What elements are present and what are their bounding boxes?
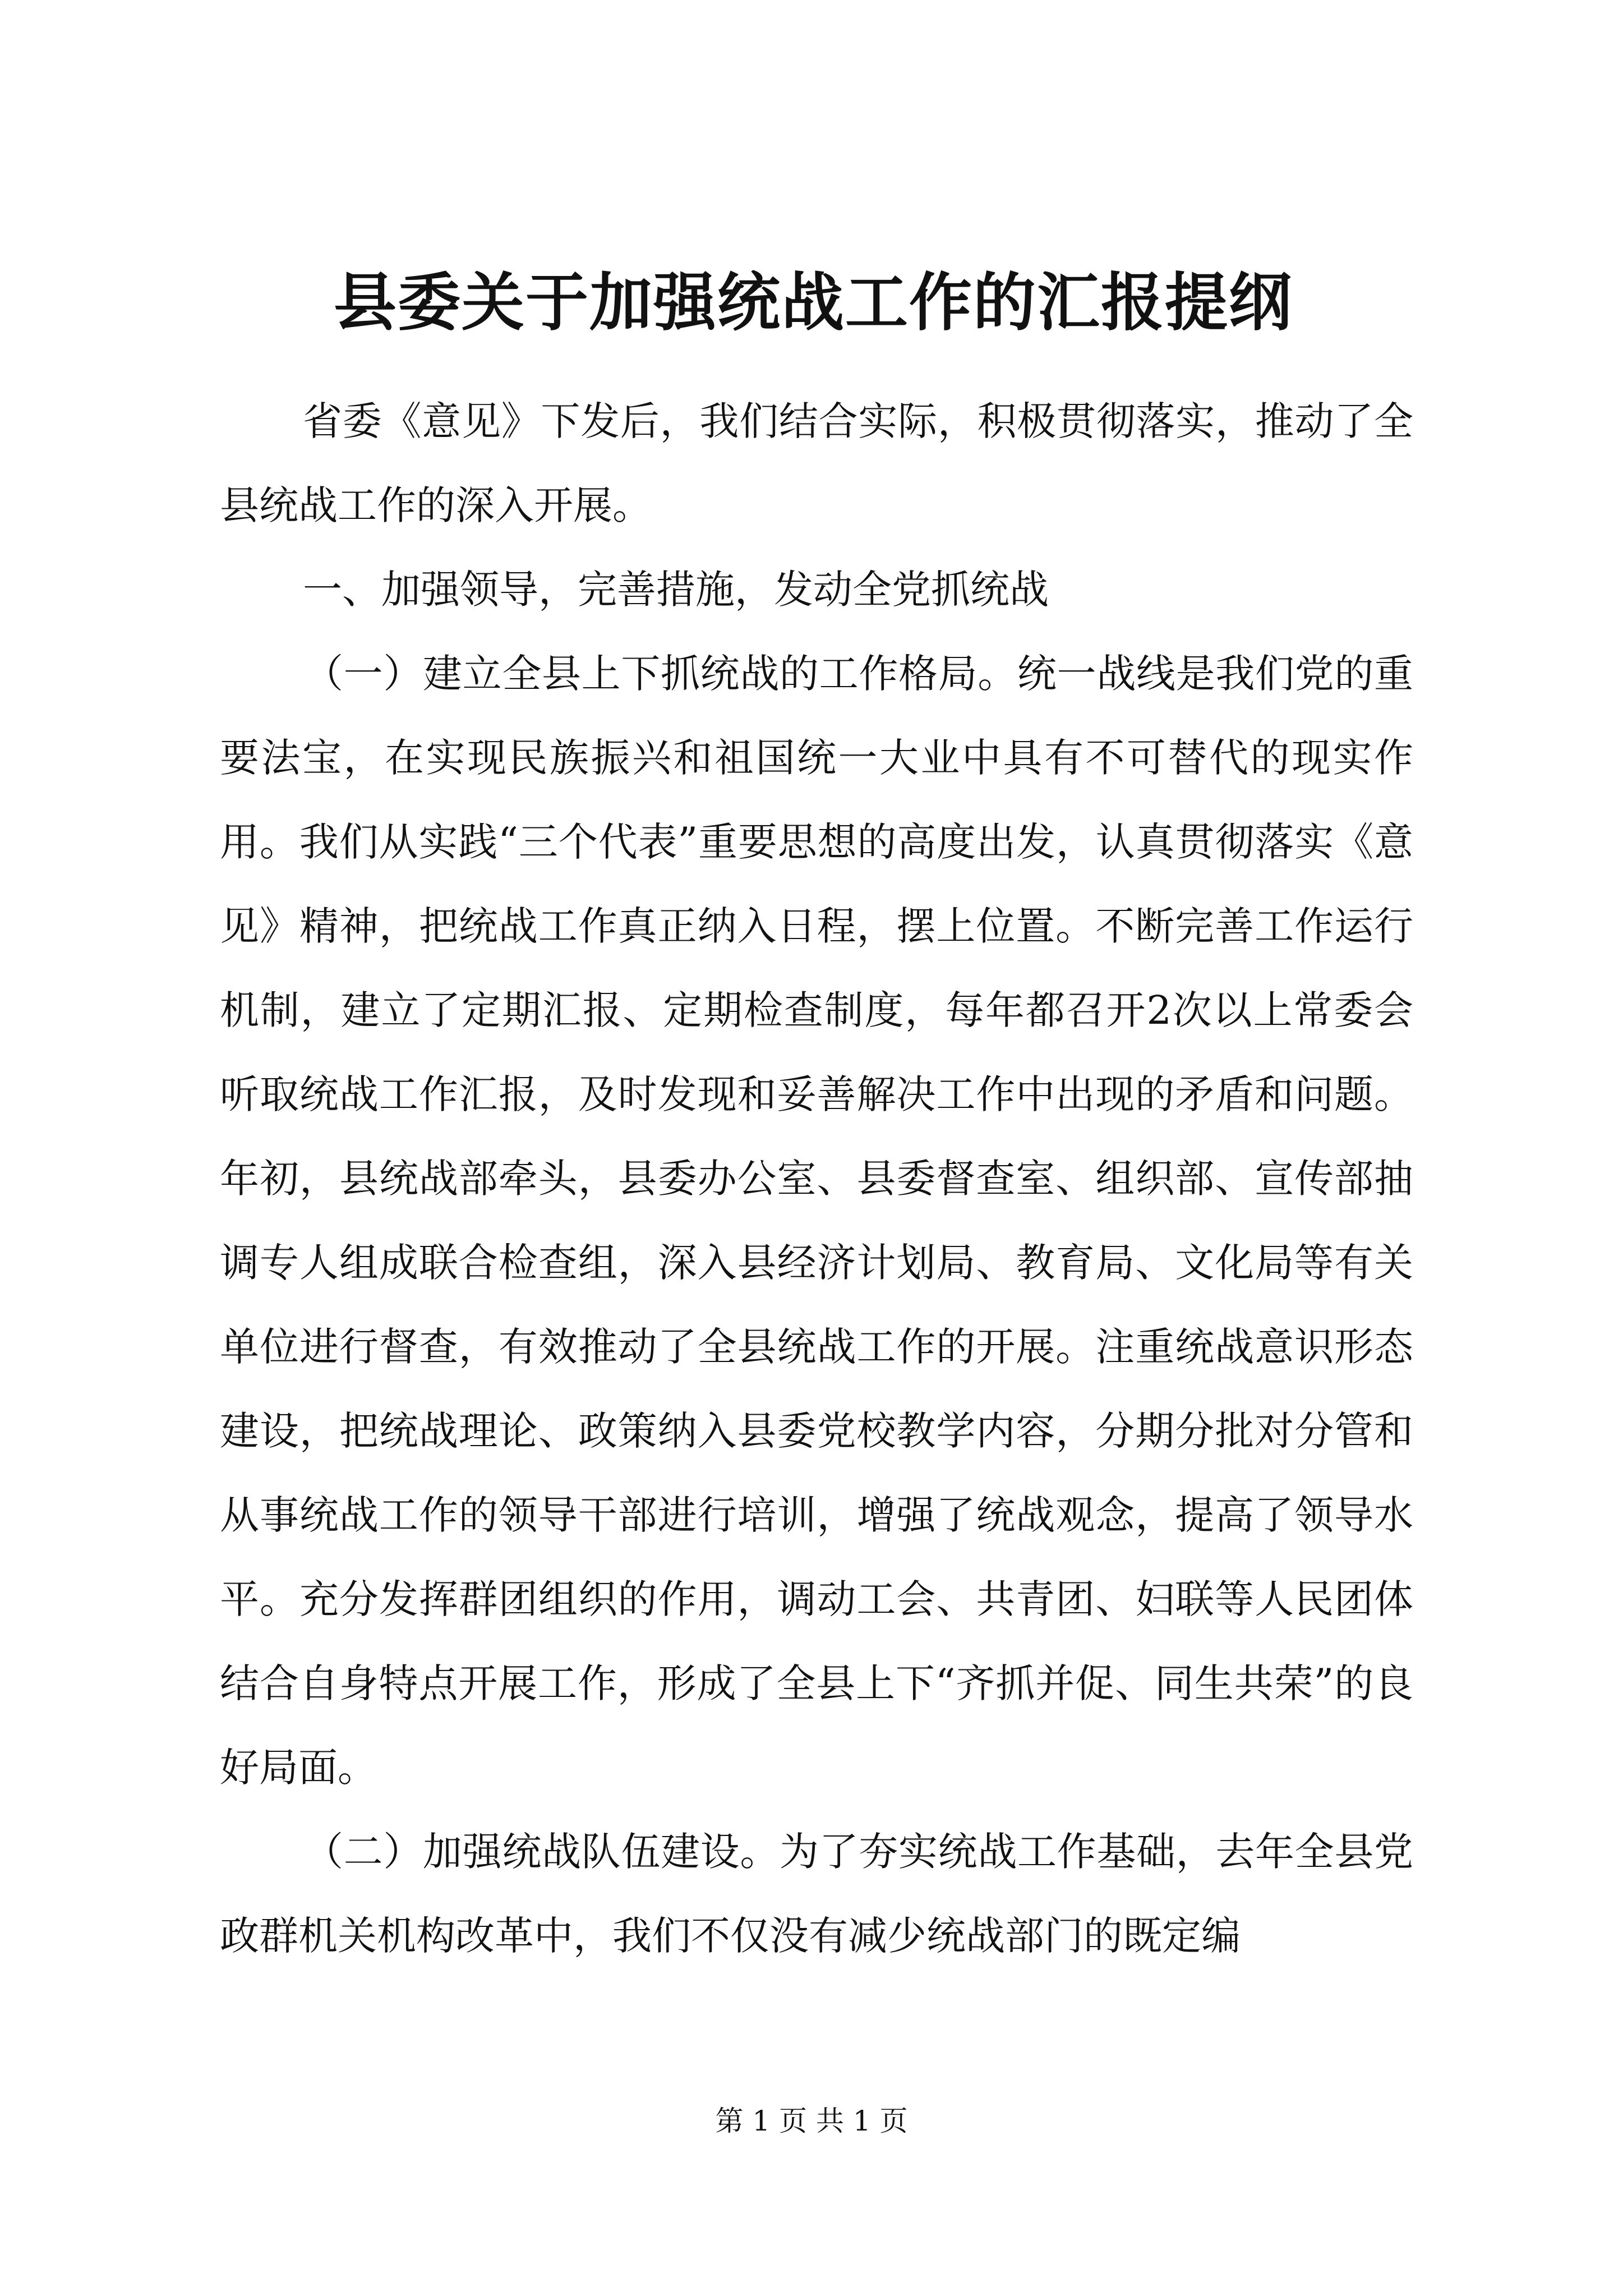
paragraph-section-1-2: （二）加强统战队伍建设。为了夯实统战工作基础，去年全县党政群机关机构改革中，我们不仅没有减少统战部门的既定编 [220, 1829, 1413, 1959]
section-heading-1: 一、加强领导，完善措施，发动全党抓统战 [303, 567, 1049, 613]
document-body [220, 379, 1413, 1978]
page-footer: 第 1 页 共 1 页 [715, 2105, 908, 2137]
paragraph-section-1-1: （一）建立全县上下抓统战的工作格局。统一战线是我们党的重要法宝，在实现民族振兴和祖国统一大业中具有不可替代的现实作用。我们从实践“三个代表”重要思想的高度出发，认真贯彻落实《意见》精神，把统战工作真正纳入日程，摆上位置。不断完善工作运行机制，建立了定期汇报、定期检查制度，每年都召开2次以上常委会听取统战工作汇报，及时发现和妥善解决工作中出现的矛盾和问题。年初，县统战部牵头，县委办公室、县委督查室、组织部、宣传部抽调专人组成联合检查组，深入县经济计划局、教育局、文化局等有关单位进行督查，有效推动了全县统战工作的开展。注重统战意识形态建设，把统战理论、政策纳入县委党校教学内容，分期分批对分管和从事统战工作的领导干部进行培训，增强了统战观念，提高了领导水平。充分发挥群团组织的作用，调动工会、共青团、妇联等人民团体结合自身特点开展工作，形成了全县上下“齐抓并促、同生共荣”的良好局面。 [220, 651, 1413, 1791]
page-title: 县委关于加强统战工作的汇报提纲 [334, 266, 1293, 339]
paragraph-intro: 省委《意见》下发后，我们结合实际，积极贯彻落实，推动了全县统战工作的深入开展。 [220, 398, 1413, 528]
